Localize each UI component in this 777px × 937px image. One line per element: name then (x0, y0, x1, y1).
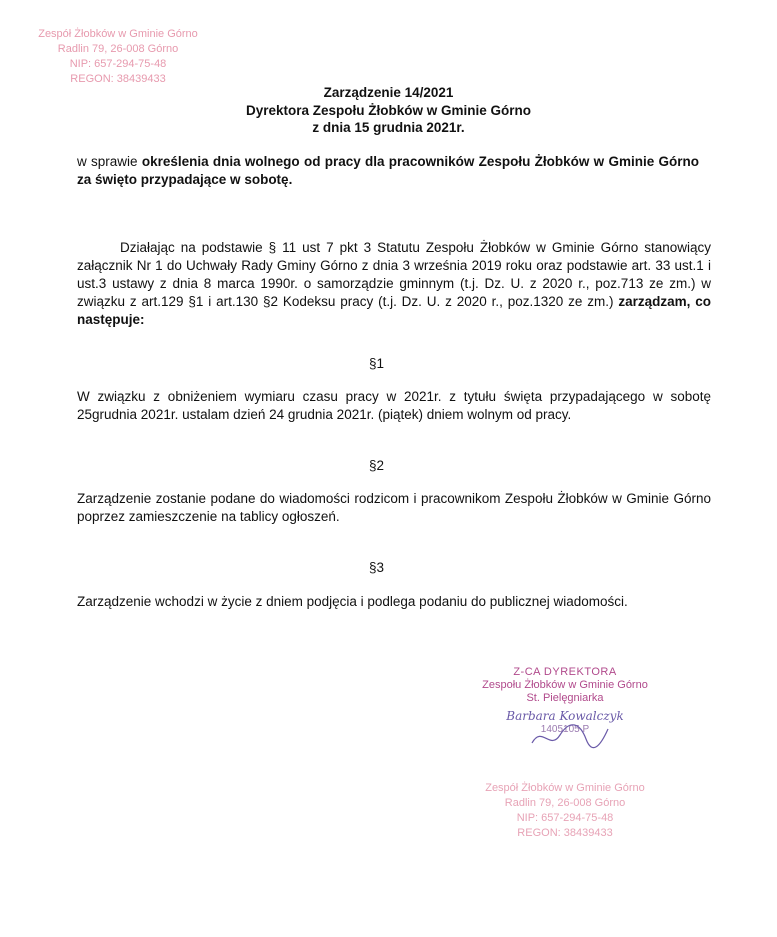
signature-block (470, 666, 660, 736)
document-date: z dnia 15 grudnia 2021r. (312, 120, 465, 135)
section-mark-3: §3 (368, 560, 385, 575)
handwritten-signature-icon (530, 721, 610, 751)
section-text-2: Zarządzenie zostanie podane do wiadomości rodzicom i pracownikom Zespołu Żłobków w Gminie Górno poprzez zamieszczenie na tablicy ogłoszeń. (77, 491, 711, 524)
stamp-line: NIP: 657-294-75-48 (69, 58, 167, 70)
stamp-line: Zespół Żłobków w Gminie Górno (38, 28, 198, 40)
document-number: Zarządzenie 14/2021 (323, 85, 454, 100)
section-mark-1: §1 (368, 356, 385, 371)
signature-name: Barbara Kowalczyk (506, 709, 624, 723)
stamp-line: Zespół Żłobków w Gminie Górno (485, 782, 645, 794)
stamp-line: NIP: 657-294-75-48 (516, 812, 614, 824)
stamp-line: Radlin 79, 26-008 Górno (504, 797, 626, 809)
institution-stamp-top (18, 27, 218, 87)
stamp-line: Radlin 79, 26-008 Górno (57, 43, 179, 55)
document-header (0, 84, 777, 137)
signature-role: St. Pielęgniarka (526, 692, 604, 704)
signature-id: 1405105 P (540, 724, 590, 735)
section-text-1: W związku z obniżeniem wymiaru czasu pracy w 2021r. z tytułu święta przypadającego w sobotę 25grudnia 2021r. ustalam dzień 24 grudnia 2021r. (piątek) dniem wolnym od pracy. (77, 389, 711, 422)
stamp-line: REGON: 38439433 (517, 827, 613, 839)
signature-title: Z-CA DYREKTORA (513, 666, 617, 678)
legal-basis-text: Działając na podstawie § 11 ust 7 pkt 3 Statutu Zespołu Żłobków w Gminie Górno stanowiący załącznik Nr 1 do Uchwały Rady Gminy Górno z dnia 3 września 2019 roku oraz podstawie art. 33 ust.1 i ust.3 ustawy z dnia 8 marca 1990r. o samorządzie gminnym (t.j. Dz. U. z 2020 r., poz.713 ze zm.) w związku z art.129 §1 i art.130 §2 Kodeksu pracy (t.j. Dz. U. z 2020 r., poz.1320 ze zm.) (77, 240, 711, 309)
institution-stamp-bottom (465, 781, 665, 841)
stamp-line: REGON: 38439433 (70, 73, 166, 85)
subject-text: określenia dnia wolnego od pracy dla pracowników Zespołu Żłobków w Gminie Górno za święto przypadające w sobotę. (77, 154, 699, 187)
document-subject (77, 153, 699, 189)
subject-prefix: w sprawie (77, 154, 142, 169)
section-mark-2: §2 (368, 458, 385, 473)
signature-org: Zespołu Żłobków w Gminie Górno (482, 679, 648, 691)
issuer: Dyrektora Zespołu Żłobków w Gminie Górno (245, 102, 532, 118)
decision-phrase: zarządzam, co następuje: (77, 294, 711, 327)
legal-basis-paragraph (77, 239, 711, 329)
section-text-3: Zarządzenie wchodzi w życie z dniem podjęcia i podlega podaniu do publicznej wiadomości. (77, 594, 628, 609)
